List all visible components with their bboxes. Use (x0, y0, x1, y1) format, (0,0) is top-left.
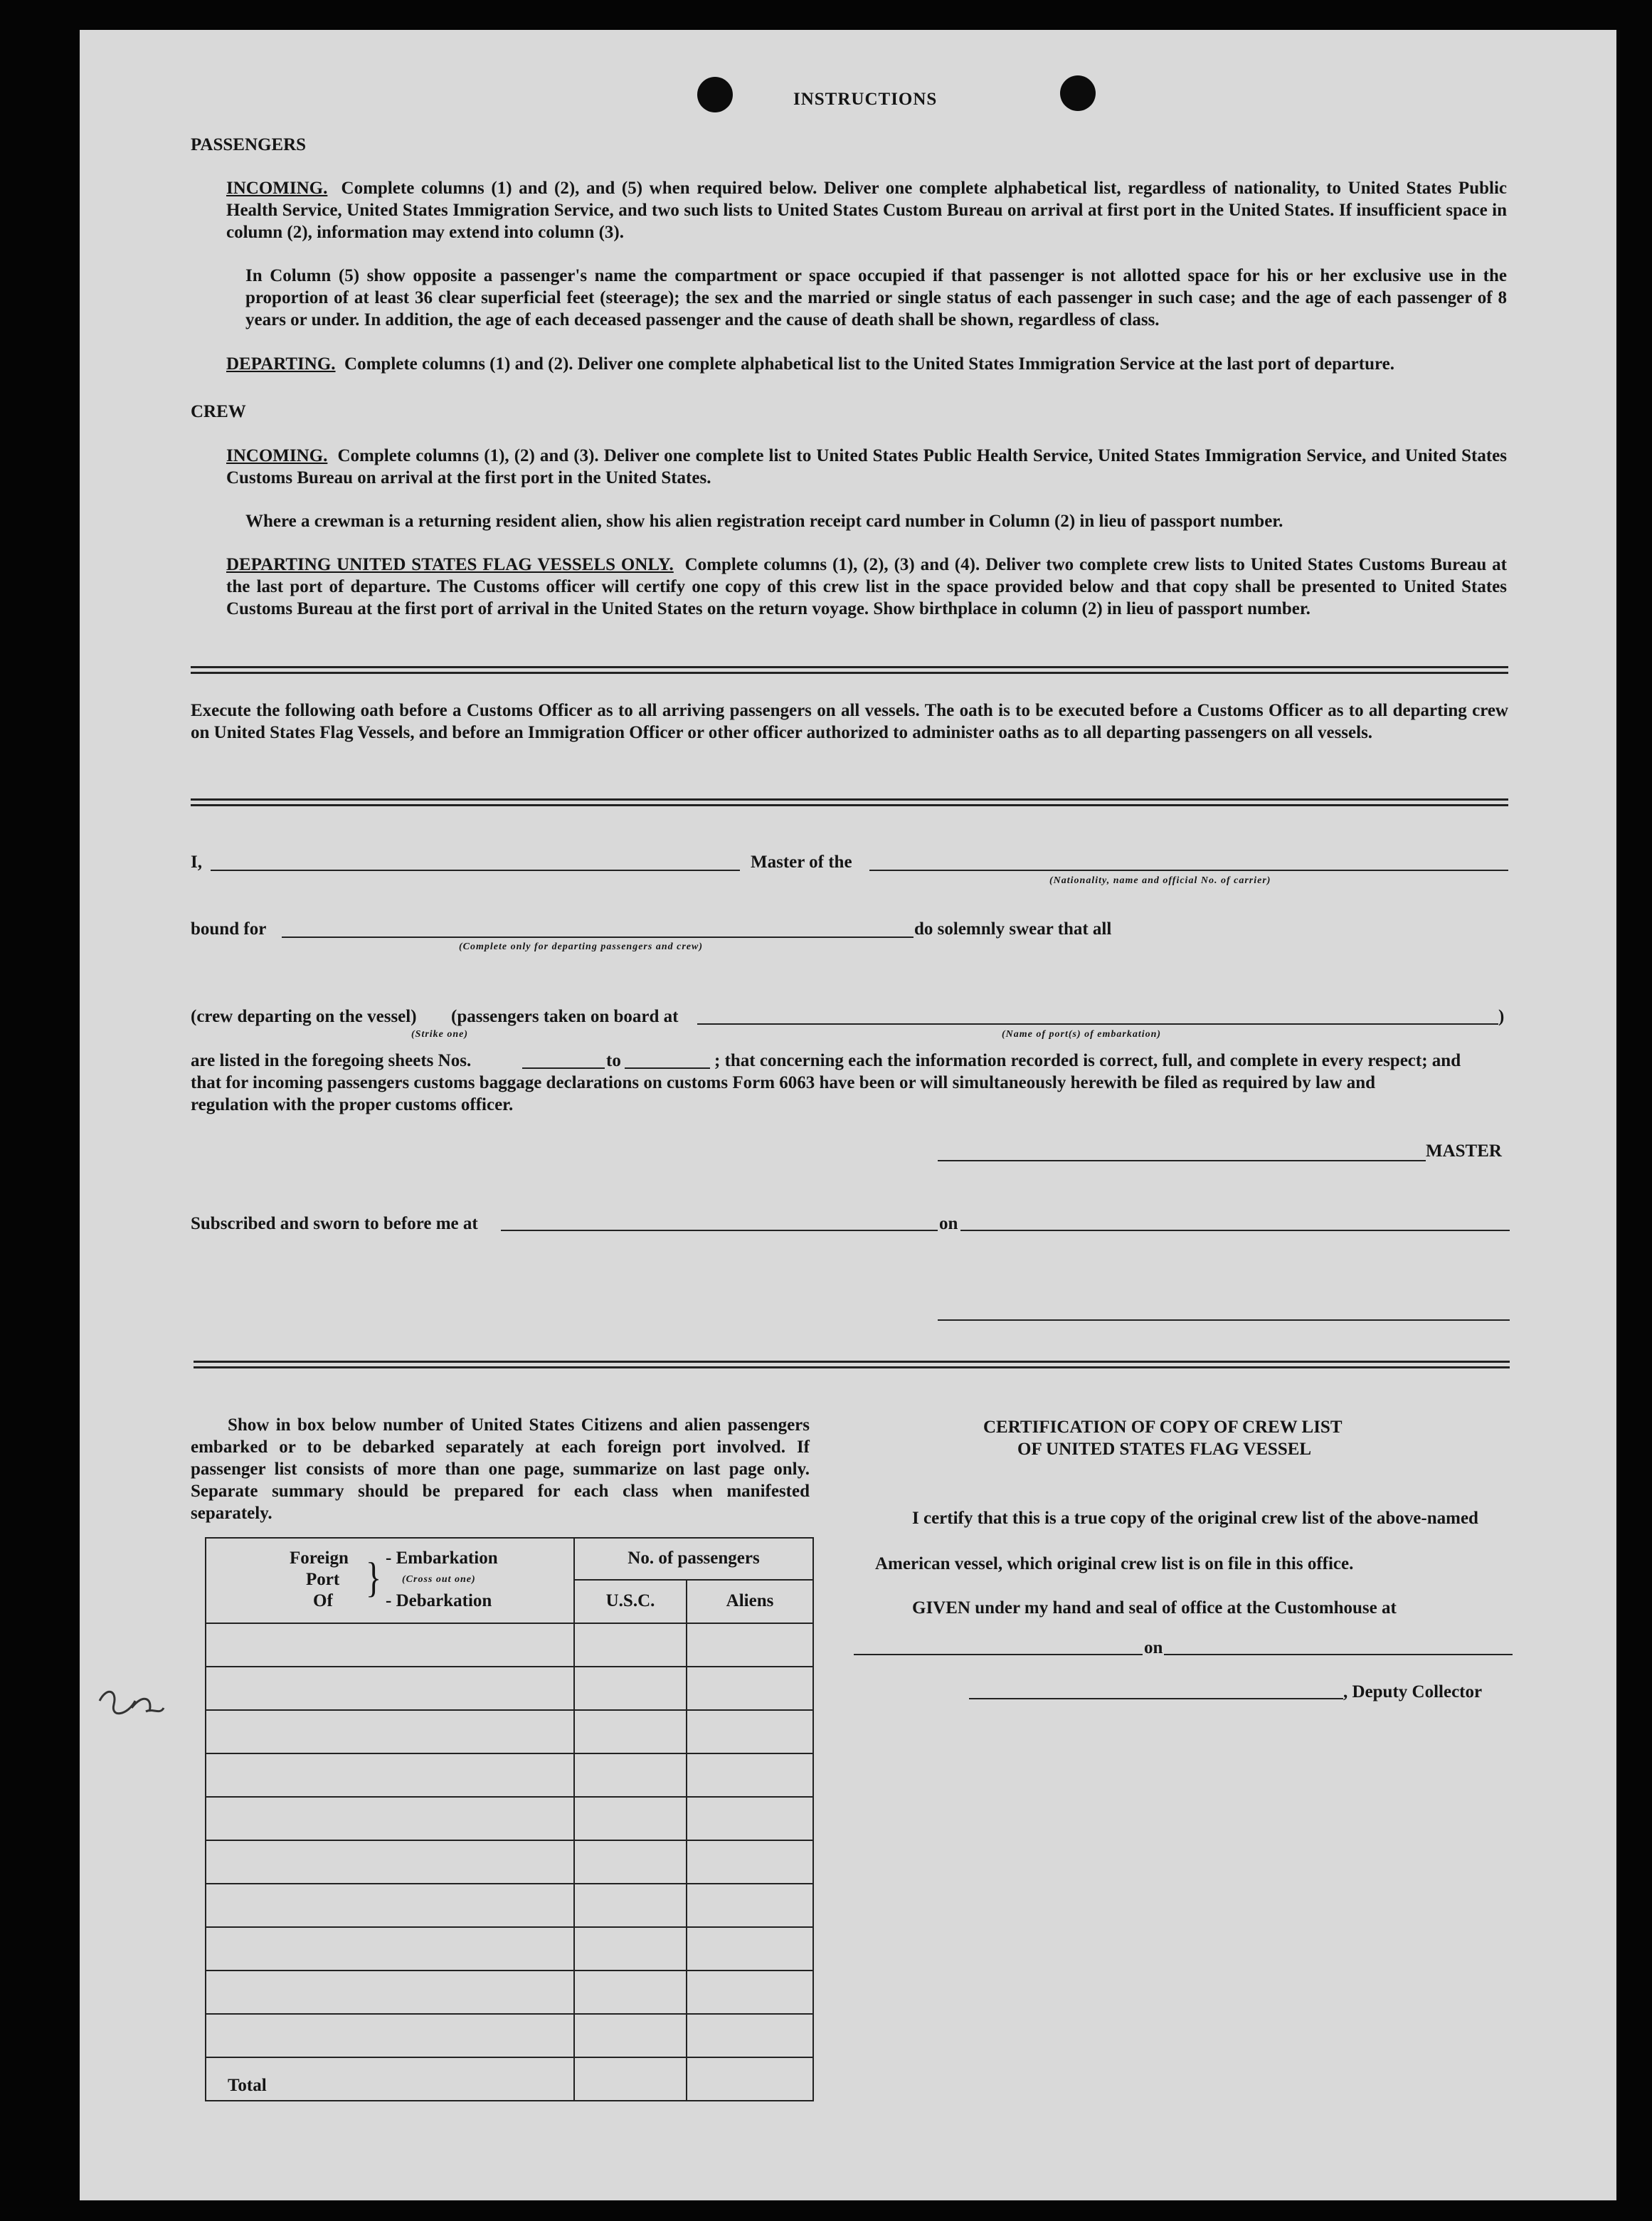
passengers-incoming-paragraph (226, 177, 1507, 243)
carrier-line[interactable] (869, 870, 1508, 871)
passengers-departing-paragraph (226, 353, 1507, 375)
crew-departing-label: DEPARTING UNITED STATES FLAG VESSELS ONLY. (226, 555, 674, 574)
debarkation-label: - Debarkation (386, 1591, 492, 1610)
listed-to-label: to (606, 1051, 621, 1070)
crew-departing-text: Complete columns (1), (2), (3) and (4). Deliver two complete crew lists to United States Customs Bureau at the last port of departure. The Customs officer will certify one copy of this crew list in the space provided below and that copy shall be presented to United States Customs Bureau at the first port of arrival in the United States on the return voyage. Show birthplace in column (2) in lieu of passport number. (226, 555, 1508, 618)
customhouse-place-line[interactable] (854, 1654, 1143, 1655)
certification-title-1: CERTIFICATION OF COPY OF CREW LIST (983, 1418, 1343, 1437)
passengers-incoming-label: INCOMING. (226, 179, 328, 198)
oath-intro-paragraph (191, 700, 1508, 744)
table-row (206, 1667, 813, 1710)
listed-rest: ; that concerning each the information recorded is correct, full, and complete in every respect; and (714, 1051, 1461, 1070)
officer-signature-line[interactable] (938, 1319, 1510, 1321)
port-cell[interactable] (206, 2014, 574, 2057)
brace-glyph: } (366, 1553, 382, 1601)
crew-alien-text: Where a crewman is a returning resident alien, show his alien registration receipt card number in Column (2) in lieu of passport number. (245, 512, 1283, 531)
aliens-cell[interactable] (687, 1840, 813, 1884)
aliens-cell[interactable] (687, 1710, 813, 1753)
crew-alien-paragraph (245, 510, 1507, 532)
aliens-cell[interactable] (687, 1927, 813, 1971)
foreign-port-header (206, 1538, 574, 1623)
aliens-cell[interactable] (687, 2014, 813, 2057)
listed-label: are listed in the foregoing sheets Nos. (191, 1051, 472, 1070)
aliens-header: Aliens (687, 1580, 813, 1623)
port-label: Port (306, 1570, 340, 1589)
passengers-column5-paragraph (245, 265, 1507, 331)
bound-for-note: (Complete only for departing passengers and crew) (459, 941, 703, 952)
usc-cell[interactable] (574, 1753, 687, 1797)
usc-cell[interactable] (574, 1623, 687, 1667)
table-row (206, 1840, 813, 1884)
certify-line-2: American vessel, which original crew list is on file in this office. (875, 1554, 1354, 1573)
usc-header: U.S.C. (574, 1580, 687, 1623)
usc-cell[interactable] (574, 1797, 687, 1840)
handwritten-mark (92, 1679, 171, 1729)
certify-line-1: I certify that this is a true copy of the original crew list of the above-named (912, 1509, 1478, 1528)
table-row (206, 2014, 813, 2057)
usc-cell[interactable] (574, 1710, 687, 1753)
divider-3 (194, 1361, 1510, 1368)
divider-1 (191, 666, 1508, 674)
cross-out-note: (Cross out one) (402, 1574, 476, 1585)
certification-on-label: on (1144, 1638, 1163, 1657)
table-row (206, 1884, 813, 1927)
table-row (206, 1927, 813, 1971)
subscribed-label: Subscribed and sworn to before me at (191, 1214, 478, 1233)
punch-hole-left (697, 77, 733, 112)
sheet-to-line[interactable] (625, 1067, 710, 1069)
summary-intro-text: Show in box below number of United States Citizens and alien passengers embarked or to be debarked separately at each foreign port involved. If passenger list consists of more than one page, summarize on last page only. Separate summary should be prepared for each class when manifested separately. (191, 1415, 810, 1523)
passengers-departing-label: DEPARTING. (226, 354, 336, 374)
port-cell[interactable] (206, 1797, 574, 1840)
oath-i-label: I, (191, 853, 202, 872)
divider-2 (191, 798, 1508, 806)
crew-heading: CREW (191, 402, 246, 421)
subscribed-place-line[interactable] (501, 1230, 938, 1231)
port-cell[interactable] (206, 1667, 574, 1710)
usc-total-cell[interactable] (574, 2057, 687, 2101)
port-cell[interactable] (206, 1753, 574, 1797)
subscribed-on-label: on (939, 1214, 958, 1233)
aliens-cell[interactable] (687, 1623, 813, 1667)
passengers-column5-text: In Column (5) show opposite a passenger's name the compartment or space occupied if that passenger is not allotted space for his or her exclusive use in the proportion of at least 36 clear superficial feet (steerage); the sex and the married or single status of each passenger in such case; and the age of each passenger of 8 years or under. In addition, the age of each deceased passenger and the cause of death shall be shown, regardless of class. (245, 266, 1507, 329)
of-label: Of (313, 1591, 333, 1610)
aliens-cell[interactable] (687, 1753, 813, 1797)
total-row (206, 2057, 813, 2101)
crew-incoming-label: INCOMING. (226, 446, 328, 465)
usc-cell[interactable] (574, 1971, 687, 2014)
carrier-note: (Nationality, name and official No. of carrier) (1049, 875, 1271, 886)
port-cell[interactable] (206, 1623, 574, 1667)
oath-intro-text: Execute the following oath before a Customs Officer as to all arriving passengers on all vessels. The oath is to be executed before a Customs Officer as to all departing crew on United States Flag Vessels, and before an Immigration Officer or other officer authorized to administer oaths as to all departing passengers on all vessels. (191, 701, 1508, 742)
aliens-cell[interactable] (687, 1884, 813, 1927)
listed-line-3: regulation with the proper customs officer. (191, 1095, 514, 1114)
deputy-signature-line[interactable] (969, 1698, 1343, 1699)
sheet-from-line[interactable] (522, 1067, 605, 1069)
master-of-label: Master of the (751, 853, 852, 872)
crew-departing-paragraph (226, 554, 1507, 620)
port-note: (Name of port(s) of embarkation) (1002, 1029, 1162, 1040)
port-cell[interactable] (206, 1927, 574, 1971)
usc-cell[interactable] (574, 1840, 687, 1884)
embarkation-label: - Embarkation (386, 1549, 498, 1568)
aliens-total-cell[interactable] (687, 2057, 813, 2101)
table-row (206, 1623, 813, 1667)
bound-for-line[interactable] (282, 937, 914, 938)
aliens-cell[interactable] (687, 1971, 813, 2014)
given-line: GIVEN under my hand and seal of office at the Customhouse at (912, 1598, 1397, 1618)
port-cell[interactable] (206, 1971, 574, 2014)
usc-cell[interactable] (574, 1927, 687, 1971)
table-row (206, 1971, 813, 2014)
deputy-collector-label: , Deputy Collector (1343, 1682, 1483, 1702)
master-signature-line[interactable] (938, 1160, 1426, 1161)
close-paren: ) (1498, 1007, 1505, 1026)
aliens-cell[interactable] (687, 1797, 813, 1840)
swear-label: do solemnly swear that all (914, 919, 1112, 939)
no-passengers-header: No. of passengers (574, 1538, 813, 1580)
usc-cell[interactable] (574, 1884, 687, 1927)
passenger-summary-table (205, 1537, 814, 2101)
port-cell[interactable] (206, 1710, 574, 1753)
strike-note: (Strike one) (411, 1029, 469, 1040)
usc-cell[interactable] (574, 2014, 687, 2057)
embarkation-port-line[interactable] (697, 1023, 1498, 1025)
bound-for-label: bound for (191, 919, 267, 939)
aliens-cell[interactable] (687, 1667, 813, 1710)
crew-incoming-text: Complete columns (1), (2) and (3). Deliver one complete list to United States Public Health Service, United States Immigration Service, and United States Customs Bureau on arrival at the first port in the United States. (226, 446, 1508, 487)
passengers-heading: PASSENGERS (191, 135, 307, 154)
passengers-taken-option: (passengers taken on board at (451, 1007, 679, 1026)
page-title: INSTRUCTIONS (793, 90, 938, 109)
usc-cell[interactable] (574, 1667, 687, 1710)
table-row (206, 1753, 813, 1797)
crew-departing-option: (crew departing on the vessel) (191, 1007, 417, 1026)
certification-title-2: OF UNITED STATES FLAG VESSEL (1017, 1440, 1312, 1459)
subscribed-date-line[interactable] (960, 1230, 1510, 1231)
listed-line-2: that for incoming passengers customs baggage declarations on customs Form 6063 have been or will simultaneously herewith be filed as required by law and (191, 1073, 1376, 1092)
master-name-line[interactable] (211, 870, 740, 871)
passengers-departing-text: Complete columns (1) and (2). Deliver one complete alphabetical list to the United States Immigration Service at the last port of departure. (344, 354, 1394, 374)
table-row (206, 1797, 813, 1840)
total-label: Total (206, 2057, 574, 2101)
crew-incoming-paragraph (226, 445, 1507, 489)
summary-intro-paragraph (191, 1414, 810, 1524)
passengers-incoming-text: Complete columns (1) and (2), and (5) when required below. Deliver one complete alphabetical list, regardless of nationality, to United States Public Health Service, United States Immigration Service, and two such lists to United States Custom Bureau on arrival at first port in the United States. If insufficient space in column (2), information may extend into column (3). (226, 179, 1508, 242)
certification-date-line[interactable] (1164, 1654, 1513, 1655)
table-row (206, 1710, 813, 1753)
port-cell[interactable] (206, 1840, 574, 1884)
foreign-label: Foreign (290, 1549, 349, 1568)
port-cell[interactable] (206, 1884, 574, 1927)
punch-hole-right (1060, 75, 1096, 111)
master-label: MASTER (1426, 1141, 1502, 1161)
